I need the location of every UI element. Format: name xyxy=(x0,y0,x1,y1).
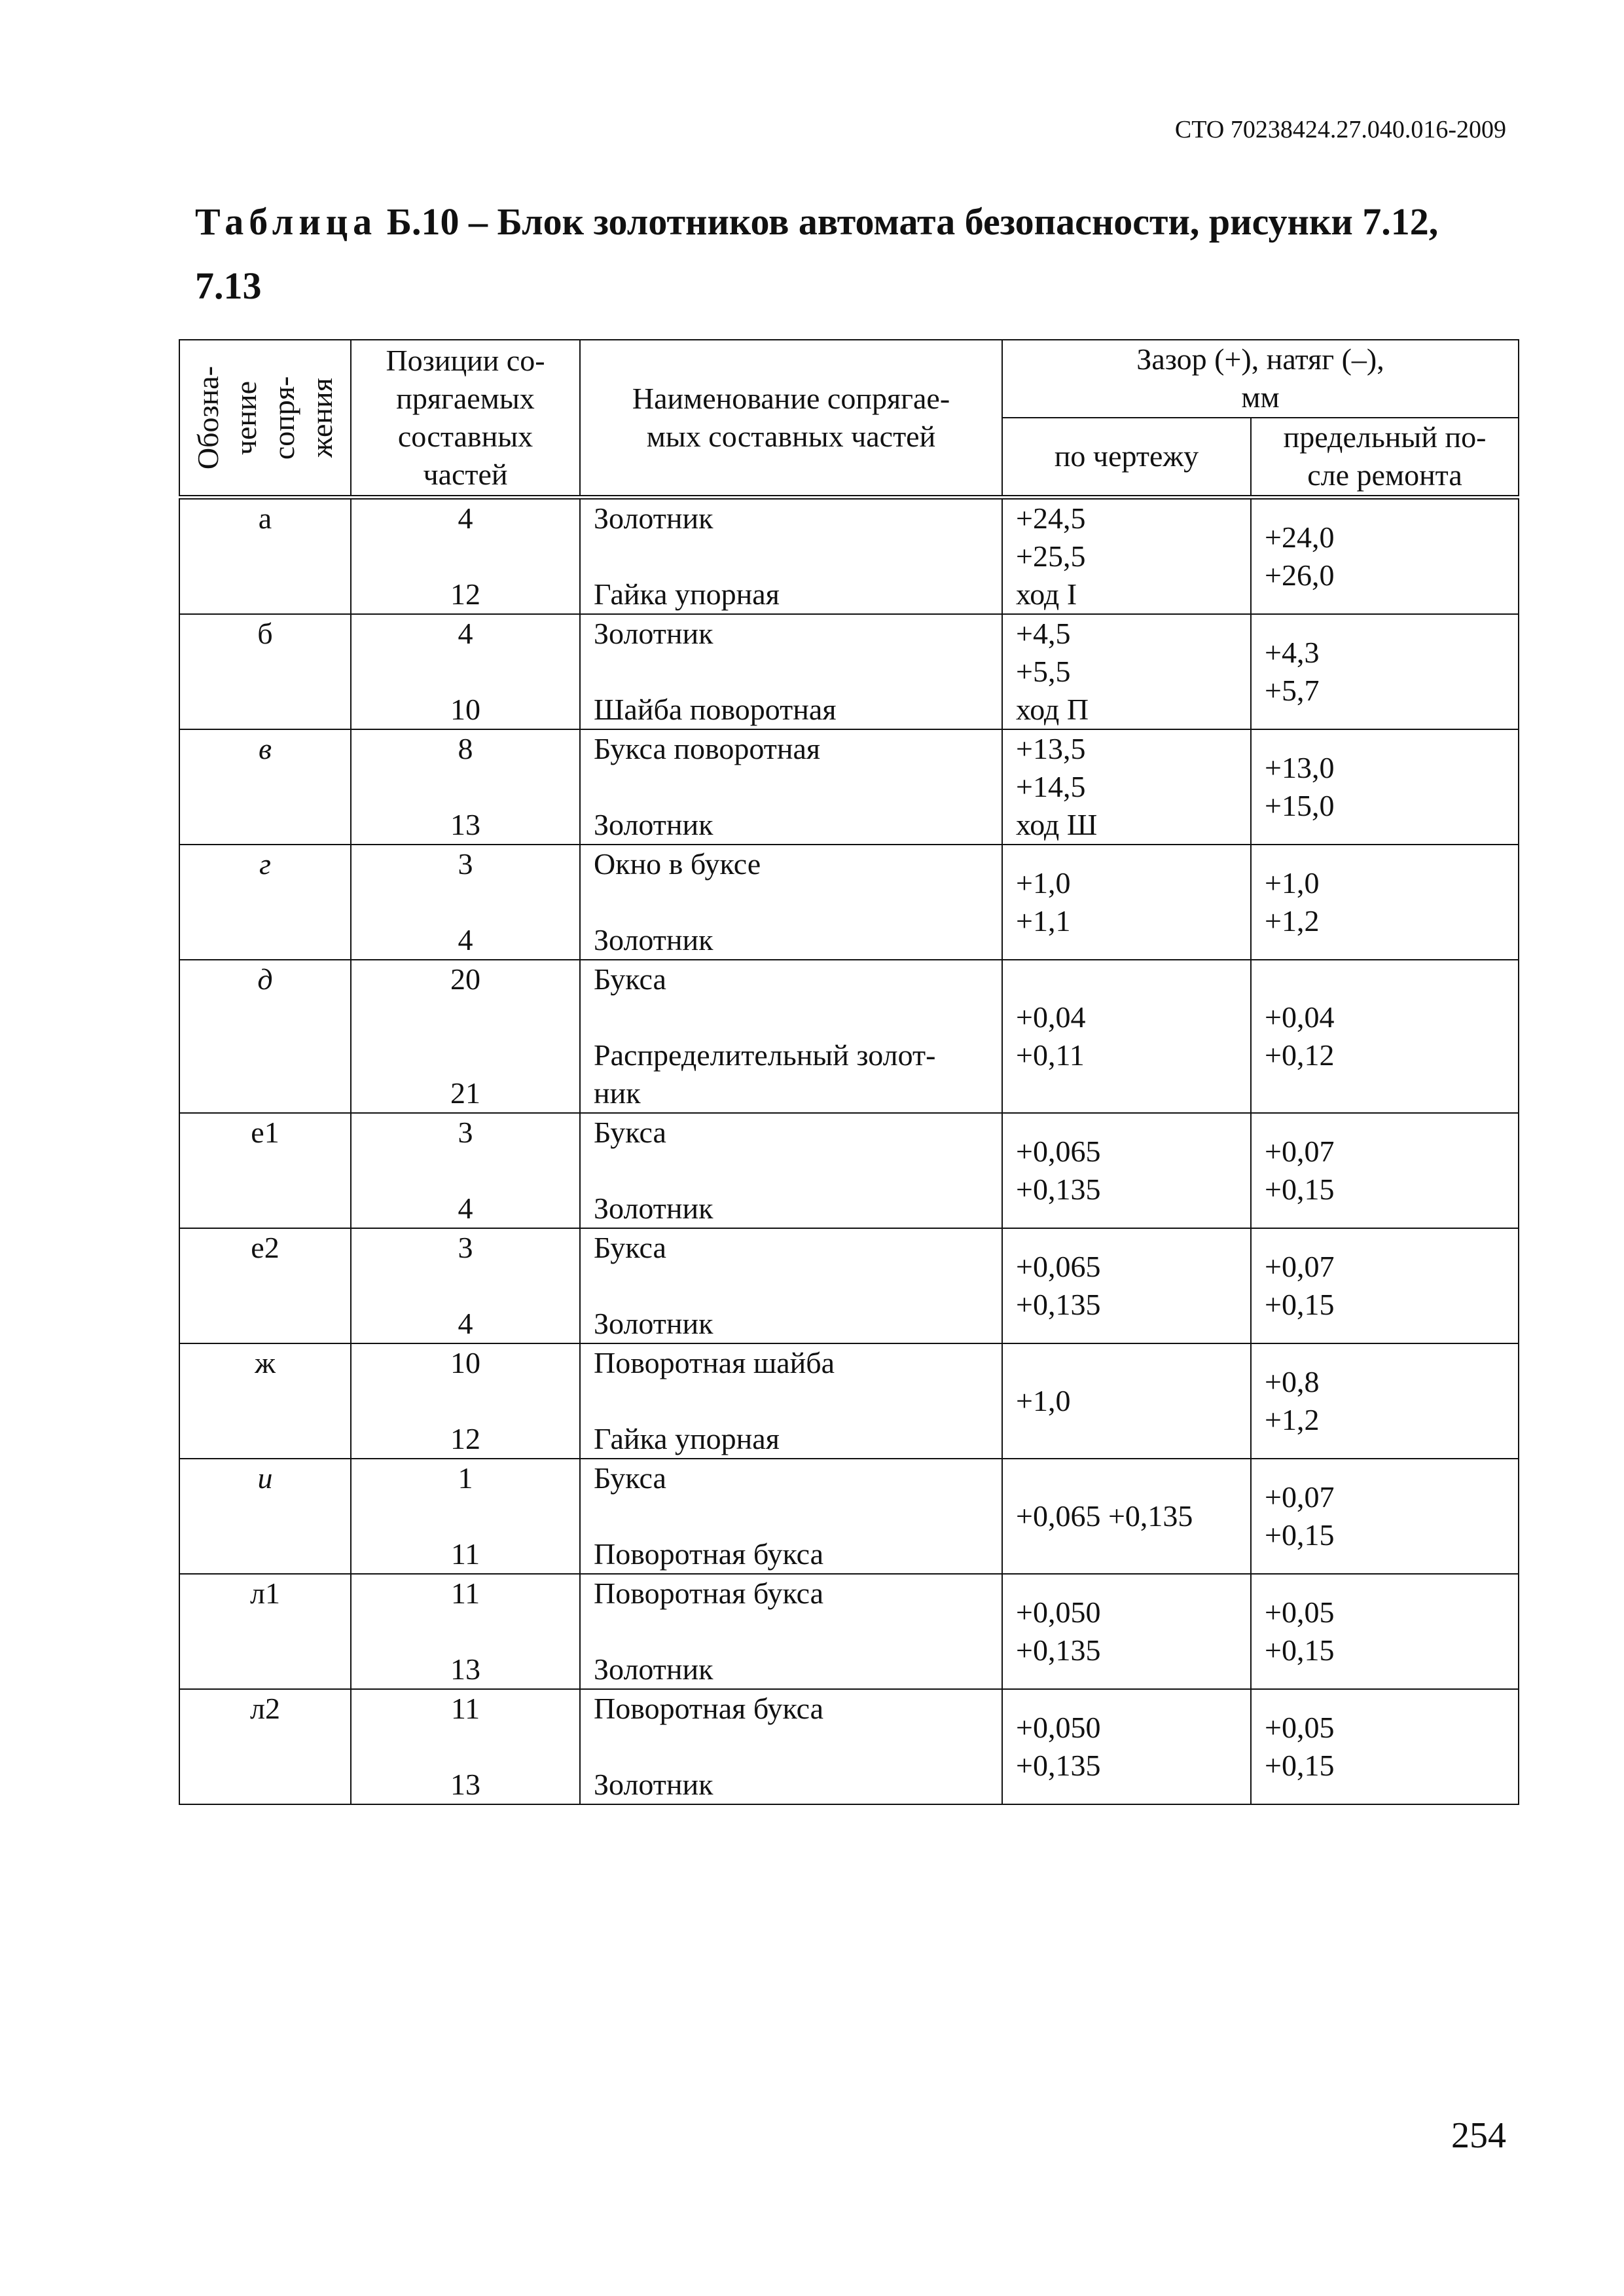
gap-limit-after-repair: +13,0 +15,0 xyxy=(1265,751,1335,822)
part-name-bottom: Распределительный золот- ник xyxy=(594,1038,936,1110)
part-name-bottom: Золотник xyxy=(594,923,713,957)
position-top: 1 xyxy=(458,1461,473,1495)
header-gap-group: Зазор (+), натяг (–), мм xyxy=(1002,340,1519,418)
part-name-bottom: Гайка упорная xyxy=(594,1422,780,1455)
part-name-top: Букса xyxy=(594,962,666,996)
gap-by-drawing: +13,5 +14,5 ход Ш xyxy=(1016,732,1098,841)
gap-limit-after-repair: +1,0 +1,2 xyxy=(1265,866,1320,938)
part-name-top: Поворотная шайба xyxy=(594,1346,835,1379)
part-name-top: Букса xyxy=(594,1116,666,1149)
header-positions: Позиции со- прягаемых составных частей xyxy=(351,340,580,498)
position-bottom: 4 xyxy=(458,923,473,957)
gap-limit-after-repair: +24,0 +26,0 xyxy=(1265,520,1335,592)
document-code: СТО 70238424.27.040.016-2009 xyxy=(1174,116,1506,143)
position-top: 4 xyxy=(458,501,473,535)
designation-cell: л1 xyxy=(250,1576,280,1610)
table-row xyxy=(179,1689,1519,1804)
position-bottom: 4 xyxy=(458,1307,473,1340)
part-name-bottom: Золотник xyxy=(594,1307,713,1340)
position-top: 10 xyxy=(450,1346,480,1379)
designation-cell: б xyxy=(257,617,273,650)
position-top: 20 xyxy=(450,962,480,996)
header-designation-text: Обозна- чение сопря- жения xyxy=(191,365,338,470)
designation-cell: и xyxy=(257,1461,273,1495)
header-limit-after-repair: предельный по- сле ремонта xyxy=(1251,418,1519,498)
designation-cell: е2 xyxy=(251,1231,280,1264)
part-name-top: Поворотная букса xyxy=(594,1692,824,1725)
position-bottom: 4 xyxy=(458,1192,473,1225)
position-top: 11 xyxy=(450,1692,480,1725)
table-row xyxy=(179,1574,1519,1689)
part-name-bottom: Гайка упорная xyxy=(594,577,780,611)
gap-limit-after-repair: +0,04 +0,12 xyxy=(1265,1000,1335,1072)
table-title xyxy=(195,190,1478,318)
part-name-top: Окно в буксе xyxy=(594,847,761,881)
position-top: 8 xyxy=(458,732,473,765)
gap-limit-after-repair: +0,07 +0,15 xyxy=(1265,1480,1335,1552)
part-name-top: Золотник xyxy=(594,617,713,650)
gap-by-drawing: +0,065 +0,135 xyxy=(1016,1499,1193,1533)
gap-by-drawing: +0,04 +0,11 xyxy=(1016,1000,1086,1072)
part-name-top: Букса поворотная xyxy=(594,732,821,765)
mating-parts-table xyxy=(179,339,1519,1805)
table-row xyxy=(179,614,1519,729)
table-body xyxy=(179,498,1519,1805)
part-name-bottom: Золотник xyxy=(594,1652,713,1686)
position-bottom: 10 xyxy=(450,693,480,726)
position-bottom: 11 xyxy=(450,1537,480,1571)
table-row xyxy=(179,729,1519,845)
designation-cell: ж xyxy=(255,1346,276,1379)
designation-cell: л2 xyxy=(250,1692,280,1725)
gap-by-drawing: +0,050 +0,135 xyxy=(1016,1595,1101,1667)
part-name-bottom: Шайба поворотная xyxy=(594,693,837,726)
designation-cell: г xyxy=(259,847,271,881)
table-row xyxy=(179,845,1519,960)
part-name-top: Поворотная букса xyxy=(594,1576,824,1610)
gap-by-drawing: +1,0 xyxy=(1016,1384,1071,1417)
gap-limit-after-repair: +4,3 +5,7 xyxy=(1265,636,1320,707)
gap-limit-after-repair: +0,07 +0,15 xyxy=(1265,1250,1335,1321)
gap-limit-after-repair: +0,05 +0,15 xyxy=(1265,1595,1335,1667)
part-name-top: Букса xyxy=(594,1461,666,1495)
designation-cell: е1 xyxy=(251,1116,280,1149)
position-top: 3 xyxy=(458,847,473,881)
gap-by-drawing: +1,0 +1,1 xyxy=(1016,866,1071,938)
part-name-bottom: Золотник xyxy=(594,1192,713,1225)
part-name-top: Золотник xyxy=(594,501,713,535)
part-name-bottom: Золотник xyxy=(594,808,713,841)
position-bottom: 13 xyxy=(450,808,480,841)
position-bottom: 12 xyxy=(450,577,480,611)
gap-by-drawing: +0,050 +0,135 xyxy=(1016,1711,1101,1782)
gap-by-drawing: +4,5 +5,5 ход П xyxy=(1016,617,1089,726)
designation-cell: д xyxy=(257,962,273,996)
gap-limit-after-repair: +0,8 +1,2 xyxy=(1265,1365,1320,1436)
table-row xyxy=(179,1459,1519,1574)
designation-cell: в xyxy=(259,732,272,765)
position-bottom: 21 xyxy=(450,1076,480,1110)
position-bottom: 12 xyxy=(450,1422,480,1455)
position-bottom: 13 xyxy=(450,1768,480,1801)
gap-limit-after-repair: +0,07 +0,15 xyxy=(1265,1135,1335,1206)
position-top: 11 xyxy=(450,1576,480,1610)
table-row xyxy=(179,1113,1519,1228)
table-row xyxy=(179,1228,1519,1343)
position-top: 3 xyxy=(458,1231,473,1264)
gap-by-drawing: +24,5 +25,5 ход I xyxy=(1016,501,1086,611)
table-row xyxy=(179,960,1519,1113)
gap-by-drawing: +0,065 +0,135 xyxy=(1016,1135,1101,1206)
position-top: 4 xyxy=(458,617,473,650)
designation-cell: а xyxy=(258,501,272,535)
table-title-word: Таблица xyxy=(195,200,378,243)
header-name: Наименование сопрягае- мых составных частей xyxy=(580,340,1002,498)
part-name-bottom: Золотник xyxy=(594,1768,713,1801)
header-designation xyxy=(179,340,351,498)
position-bottom: 13 xyxy=(450,1652,480,1686)
position-top: 3 xyxy=(458,1116,473,1149)
table-title-text: Б.10 – Блок золотников автомата безопасности, рисунки 7.12, 7.13 xyxy=(195,200,1439,307)
gap-by-drawing: +0,065 +0,135 xyxy=(1016,1250,1101,1321)
header-by-drawing: по чертежу xyxy=(1002,418,1251,498)
table-row xyxy=(179,498,1519,615)
part-name-bottom: Поворотная букса xyxy=(594,1537,824,1571)
table-row xyxy=(179,1343,1519,1459)
page-number: 254 xyxy=(1451,2115,1506,2156)
part-name-top: Букса xyxy=(594,1231,666,1264)
gap-limit-after-repair: +0,05 +0,15 xyxy=(1265,1711,1335,1782)
